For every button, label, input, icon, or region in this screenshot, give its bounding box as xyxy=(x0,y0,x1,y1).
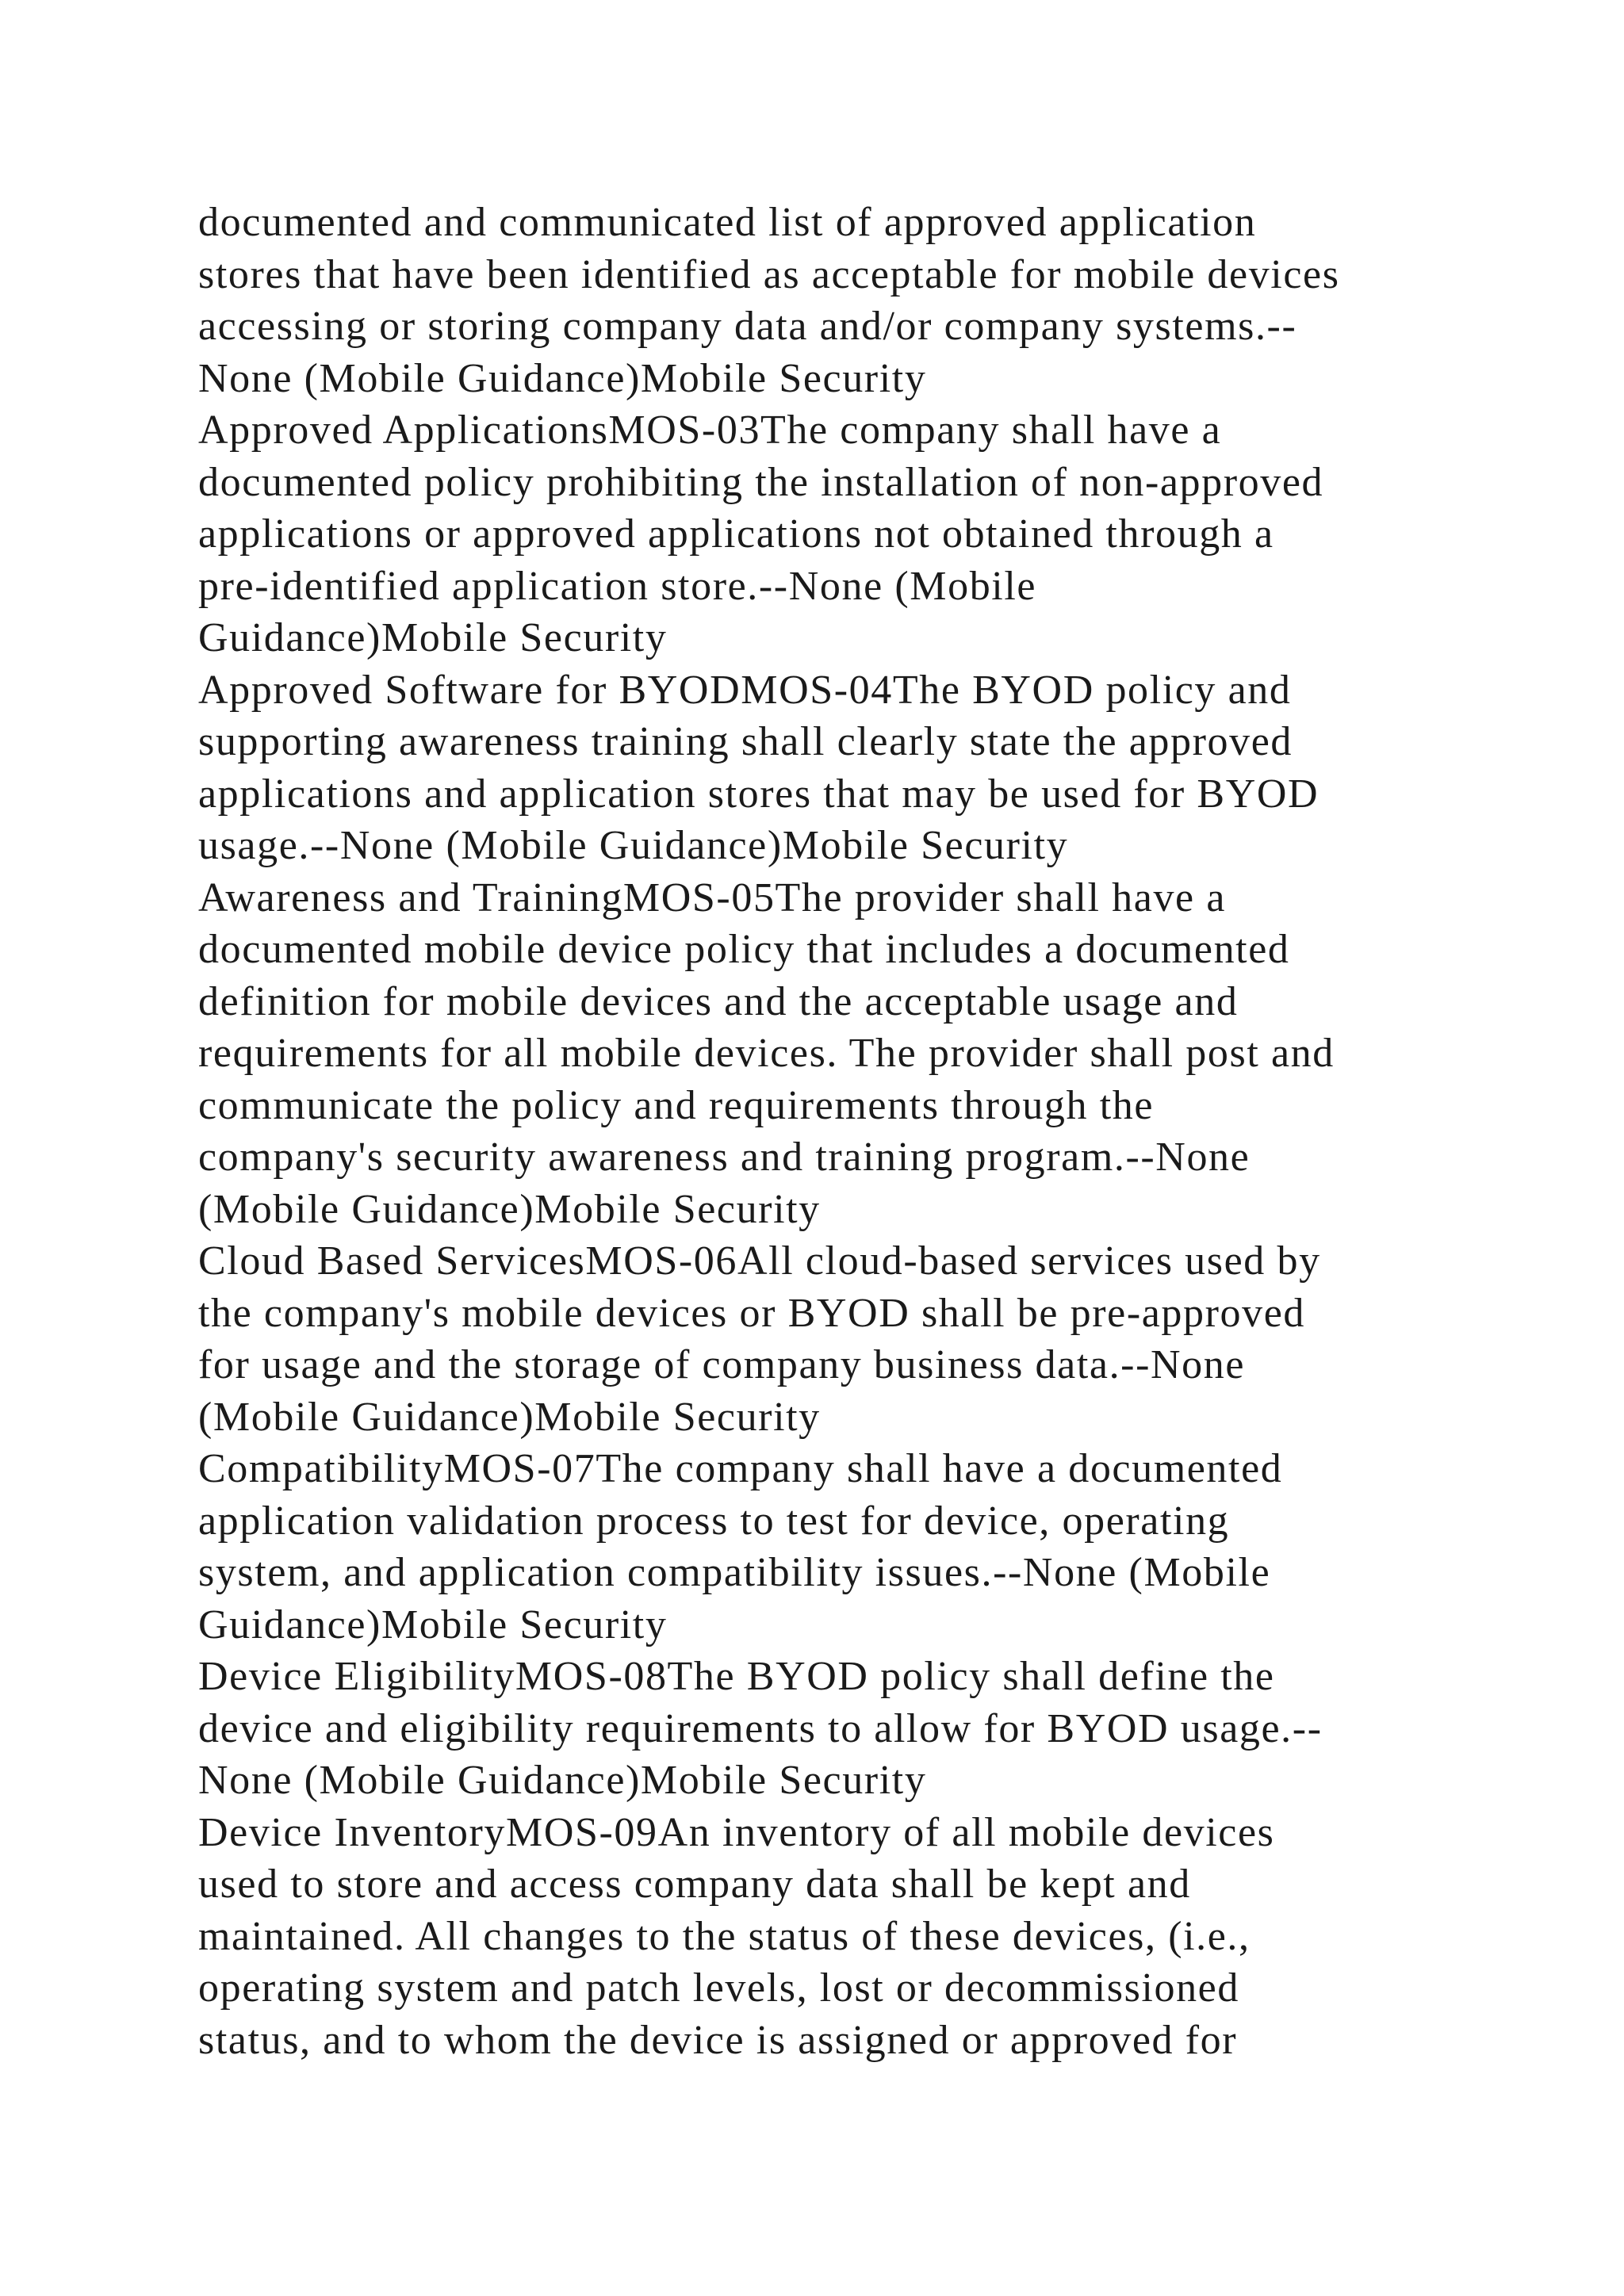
text-line: definition for mobile devices and the acceptable usage and xyxy=(198,978,1239,1024)
text-line: status, and to whom the device is assigned or approved for xyxy=(198,2017,1238,2063)
text-line: stores that have been identified as acceptable for mobile devices xyxy=(198,251,1340,297)
text-line: for usage and the storage of company business data.--None xyxy=(198,1342,1246,1387)
text-line: used to store and access company data shall be kept and xyxy=(198,1862,1191,1907)
text-line: Approved ApplicationsMOS-03The company shall have a xyxy=(198,408,1222,453)
text-line: applications and application stores that may be used for BYOD xyxy=(198,771,1320,817)
text-line: None (Mobile Guidance)Mobile Security xyxy=(198,1758,927,1803)
text-line: accessing or storing company data and/or company systems.-- xyxy=(198,304,1297,349)
text-line: system, and application compatibility issues.--None (Mobile xyxy=(198,1550,1271,1595)
text-line: Device EligibilityMOS-08The BYOD policy shall define the xyxy=(198,1654,1275,1699)
text-line: company's security awareness and training program.--None xyxy=(198,1135,1251,1180)
text-line: requirements for all mobile devices. The provider shall post and xyxy=(198,1031,1335,1076)
text-line: documented mobile device policy that includes a documented xyxy=(198,927,1290,972)
text-line: Cloud Based ServicesMOS-06All cloud-based services used by xyxy=(198,1238,1321,1284)
text-line: None (Mobile Guidance)Mobile Security xyxy=(198,355,927,401)
text-line: usage.--None (Mobile Guidance)Mobile Security xyxy=(198,823,1069,868)
text-line: pre-identified application store.--None (Mobile xyxy=(198,563,1037,609)
text-line: Guidance)Mobile Security xyxy=(198,615,668,660)
text-line: communicate the policy and requirements through the xyxy=(198,1082,1155,1128)
text-line: operating system and patch levels, lost or decommissioned xyxy=(198,1965,1239,2011)
text-line: Guidance)Mobile Security xyxy=(198,1601,668,1647)
text-line: (Mobile Guidance)Mobile Security xyxy=(198,1394,821,1440)
text-line: CompatibilityMOS-07The company shall have a documented xyxy=(198,1446,1283,1491)
text-line: supporting awareness training shall clearly state the approved xyxy=(198,719,1293,764)
text-line: documented policy prohibiting the installation of non-approved xyxy=(198,459,1324,505)
text-line: (Mobile Guidance)Mobile Security xyxy=(198,1186,821,1232)
text-line: applications or approved applications not obtained through a xyxy=(198,511,1274,557)
text-line: application validation process to test for device, operating xyxy=(198,1498,1230,1544)
text-line: device and eligibility requirements to allow for BYOD usage.-- xyxy=(198,1705,1323,1751)
text-line: documented and communicated list of approved application xyxy=(198,200,1257,245)
text-line: Approved Software for BYODMOS-04The BYOD policy and xyxy=(198,667,1292,713)
text-line: Awareness and TrainingMOS-05The provider shall have a xyxy=(198,874,1227,920)
text-line: Device InventoryMOS-09An inventory of all mobile devices xyxy=(198,1809,1275,1855)
text-line: maintained. All changes to the status of these devices, (i.e., xyxy=(198,1913,1251,1959)
text-line: the company's mobile devices or BYOD shall be pre-approved xyxy=(198,1290,1306,1336)
document-body xyxy=(198,197,1507,2066)
